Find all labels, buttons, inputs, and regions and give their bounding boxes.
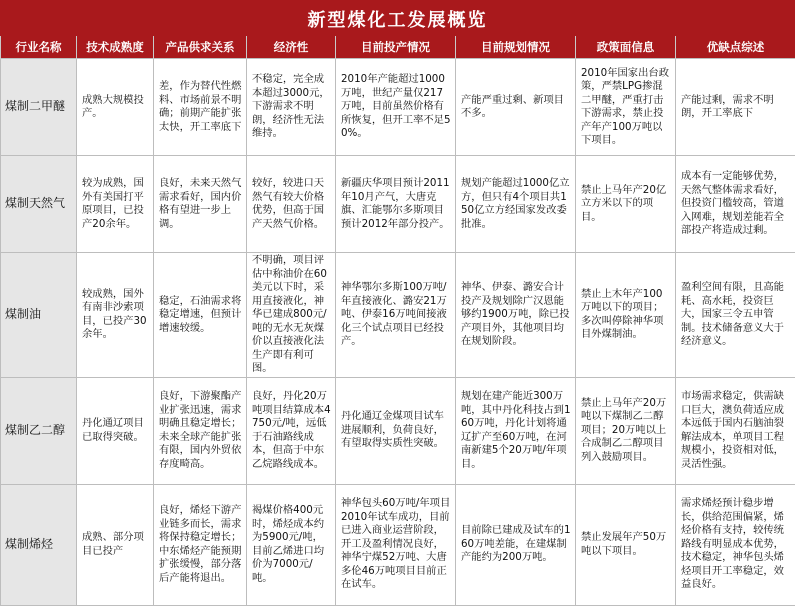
table-cell: 稳定，石油需求将稳定增速，但预计增速较缓。	[154, 253, 247, 378]
overview-table	[0, 36, 795, 606]
table-cell: 2010年产能超过1000万吨，世纪产量仅217万吨，目前虽然价格有所恢复，但开工率不足50%。	[336, 59, 456, 156]
table-cell: 褐煤价格400元时，烯烃成本约为5900元/吨，目前乙烯进口均价为7000元/吨。	[247, 484, 336, 605]
table-cell: 良好，烯烃下游产业链多而长，需求将保持稳定增长；中东烯烃产能预期扩张缓慢，部分落后产能将退出。	[154, 484, 247, 605]
header-current-planning: 目前规划情况	[456, 36, 576, 59]
table-cell: 不明确，项目评估中称油价在60美元以下时，采用直接液化，神华已建成800元/吨的无水无灰煤价以直接液化法生产即有利可图。	[247, 253, 336, 378]
table-cell: 新疆庆华项目预计2011年10月产气，大唐克旗、汇能鄂尔多斯项目预计2012年部分投产。	[336, 156, 456, 253]
header-policy: 政策面信息	[576, 36, 676, 59]
table-cell: 禁止上木年产100万吨以下的项目；多次叫停除神华项目外煤制油。	[576, 253, 676, 378]
header-current-production: 目前投产情况	[336, 36, 456, 59]
table-cell: 较好，较进口天然气有较大价格优势，但高于国产天然气价格。	[247, 156, 336, 253]
table-row	[1, 156, 795, 253]
header-economics: 经济性	[247, 36, 336, 59]
table-cell: 规划产能超过1000亿立方，但只有4个项目共150亿立方经国家发改委批准。	[456, 156, 576, 253]
table-cell: 2010年国家出台政策，严禁LPG掺混二甲醚，严重打击下游需求，禁止投产年产100万吨以下项目。	[576, 59, 676, 156]
table-row	[1, 484, 795, 605]
title-bar	[0, 0, 795, 36]
row-name: 煤制油	[1, 253, 77, 378]
table-cell: 需求烯烃预计稳步增长，供给范围偏紧，烯烃价格有支持，较传统路线有明显成本优势，技术稳定，神华包头烯烃项目开工率稳定，效益良好。	[676, 484, 795, 605]
table-cell: 产能严重过剩、新项目不多。	[456, 59, 576, 156]
header-supply-demand: 产品供求关系	[154, 36, 247, 59]
table-cell: 较成熟，国外有南非沙索项目，已投产30余年。	[77, 253, 154, 378]
table-cell: 丹化通辽项目已取得突破。	[77, 377, 154, 484]
table-cell: 较为成熟，国外有美国打平原项目，已投产20余年。	[77, 156, 154, 253]
table-cell: 产能过剩，需求不明朗，开工率底下	[676, 59, 795, 156]
table-cell: 成熟大规模投产。	[77, 59, 154, 156]
table-cell: 市场需求稳定，供需缺口巨大，澳负荷适应成本远低于国内石脑油裂解法成本，单项目工程规模小，投资相对低，灵活性强。	[676, 377, 795, 484]
row-name: 煤制二甲醚	[1, 59, 77, 156]
table-row	[1, 377, 795, 484]
table-cell: 差，作为替代性燃料、市场前景不明确；前期产能扩张太快，开工率底下	[154, 59, 247, 156]
table-cell: 神华、伊泰、潞安合计投产及规划除广汉恩能够约1900万吨，除已投产项目外，其他项目均在规划阶段。	[456, 253, 576, 378]
table-cell: 良好，丹化20万吨项目结算成本4750元/吨，远低于石油路线成本，但高于中东乙烷路线成本。	[247, 377, 336, 484]
table-cell: 成熟、部分项目已投产	[77, 484, 154, 605]
table-cell: 盈利空间有限，且高能耗、高水耗，投资巨大，国家三令五申管制。技术储备意义大于经济意义。	[676, 253, 795, 378]
table-cell: 禁止上马年产20万吨以下煤制乙二醇项目；20万吨以上合成制乙二醇项目列入鼓励项目。	[576, 377, 676, 484]
row-name: 煤制乙二醇	[1, 377, 77, 484]
header-row	[1, 36, 795, 59]
table-cell: 不稳定，完全成本超过3000元，下游需求不明朗，经济性无法维持。	[247, 59, 336, 156]
row-name: 煤制天然气	[1, 156, 77, 253]
header-pros-cons: 优缺点综述	[676, 36, 795, 59]
table-row	[1, 59, 795, 156]
table-cell: 良好，未来天然气需求看好，国内价格有望进一步上调。	[154, 156, 247, 253]
header-tech-maturity: 技术成熟度	[77, 36, 154, 59]
table-cell: 禁止上马年产20亿立方米以下的项目。	[576, 156, 676, 253]
table-cell: 丹化通辽金煤项目试车进展顺利，负荷良好，有望取得实质性突破。	[336, 377, 456, 484]
table-row	[1, 253, 795, 378]
table-cell: 神华包头60万吨/年项目2010年试车成功，目前已进入商业运营阶段，开工及盈利情况良好，神华宁煤52万吨、大唐多伦46万吨项目目前正在试车。	[336, 484, 456, 605]
header-industry: 行业名称	[1, 36, 77, 59]
table-cell: 禁止发展年产50万吨以下项目。	[576, 484, 676, 605]
table-cell: 神华鄂尔多斯100万吨/年直接液化、潞安21万吨、伊泰16万吨间接液化三个试点项目已经投产。	[336, 253, 456, 378]
table-cell: 良好，下游聚酯产业扩张迅速，需求明确且稳定增长；未来全球产能扩张有限，国内外贸依存度畸高。	[154, 377, 247, 484]
table-cell: 规划在建产能近300万吨，其中丹化科技占到160万吨，丹化计划将通辽扩产至60万吨，在河南新建5个20万吨/年项目。	[456, 377, 576, 484]
page-title: 新型煤化工发展概览	[307, 10, 488, 31]
row-name: 煤制烯烃	[1, 484, 77, 605]
table-cell: 成本有一定能够优势，天然气整体需求看好，但投资门槛较高，管道入网难，规划差能若全部投产将造成过剩。	[676, 156, 795, 253]
table-cell: 目前除已建成及试车的160万吨差能，在建煤制产能约为200万吨。	[456, 484, 576, 605]
